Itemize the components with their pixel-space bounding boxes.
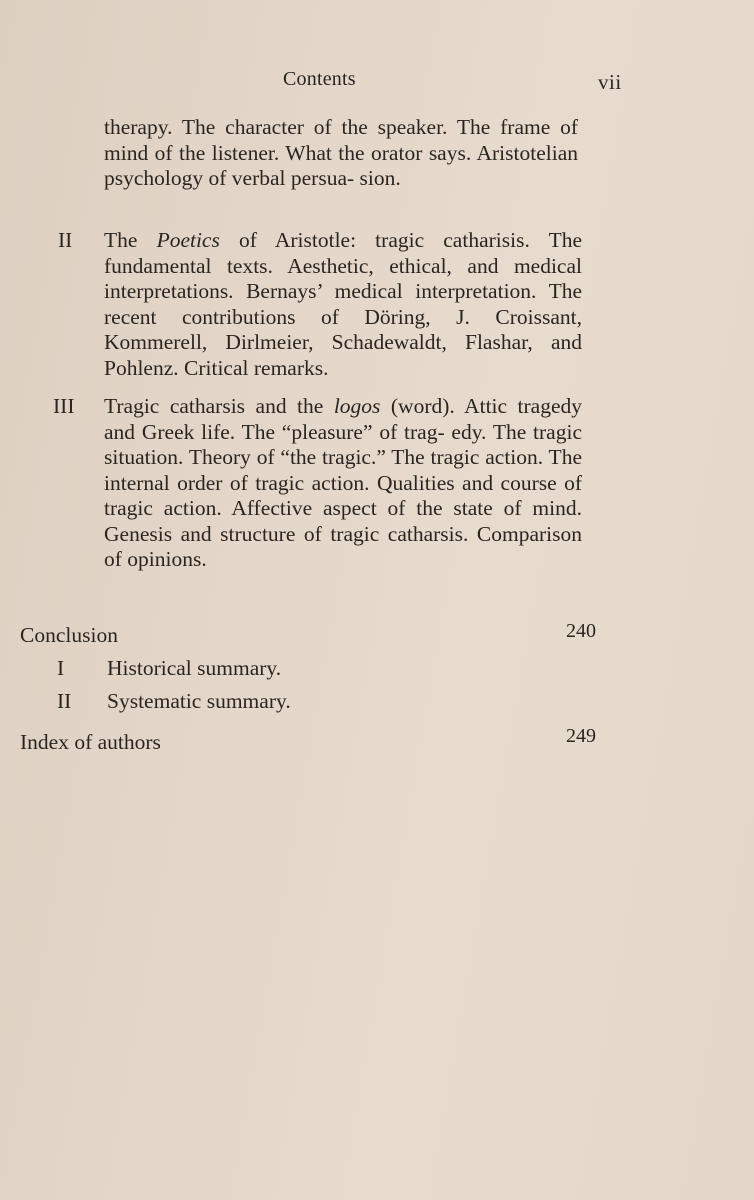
subentry-label: Historical summary. bbox=[107, 656, 282, 680]
conclusion-heading: Conclusion bbox=[20, 623, 118, 647]
entry-text-part: (word). Attic tragedy and Greek life. The “pleasure” of trag- edy. The tragic situation. Theory of “the tragic.” The tragic action. The internal order of tragic action. Qualities and course of tragic action. Affective aspect of the state of mind. Genesis and structure of tragic catharsis. Comparison of opinions. bbox=[104, 394, 583, 571]
entry-text-part: Tragic catharsis and the bbox=[104, 394, 334, 418]
entry-text-part: The bbox=[104, 228, 157, 252]
entry-number: III bbox=[53, 394, 75, 418]
continued-entry-text: therapy. The character of the speaker. The frame of mind of the listener. What the orator says. Aristotelian psychology of verbal persua- sion. bbox=[104, 115, 578, 190]
entry-text bbox=[104, 228, 582, 381]
subentry-number: I bbox=[57, 656, 65, 680]
index-page-number: 249 bbox=[566, 725, 596, 747]
entry-text-italic: Poetics bbox=[156, 228, 220, 252]
conclusion-page-number: 240 bbox=[566, 620, 596, 642]
entry-text-part: of Aristotle: tragic catharisis. The fundamental texts. Aesthetic, ethical, and medical interpretations. Bernays’ medical interpretation. The recent contributions of Döring, J. Croissant, Kommerell, Dirlmeier, Schadewaldt, Flashar, and Pohlenz. Critical remarks. bbox=[104, 228, 582, 380]
index-heading: Index of authors bbox=[20, 730, 161, 754]
entry-number: II bbox=[58, 228, 73, 252]
page-number: vii bbox=[598, 70, 622, 94]
running-head bbox=[0, 68, 754, 98]
entry-text bbox=[104, 394, 582, 573]
entry-text-italic: logos bbox=[333, 394, 381, 418]
subentry-label: Systematic summary. bbox=[107, 689, 291, 713]
subentry-number: II bbox=[57, 689, 72, 713]
running-title: Contents bbox=[283, 68, 356, 90]
